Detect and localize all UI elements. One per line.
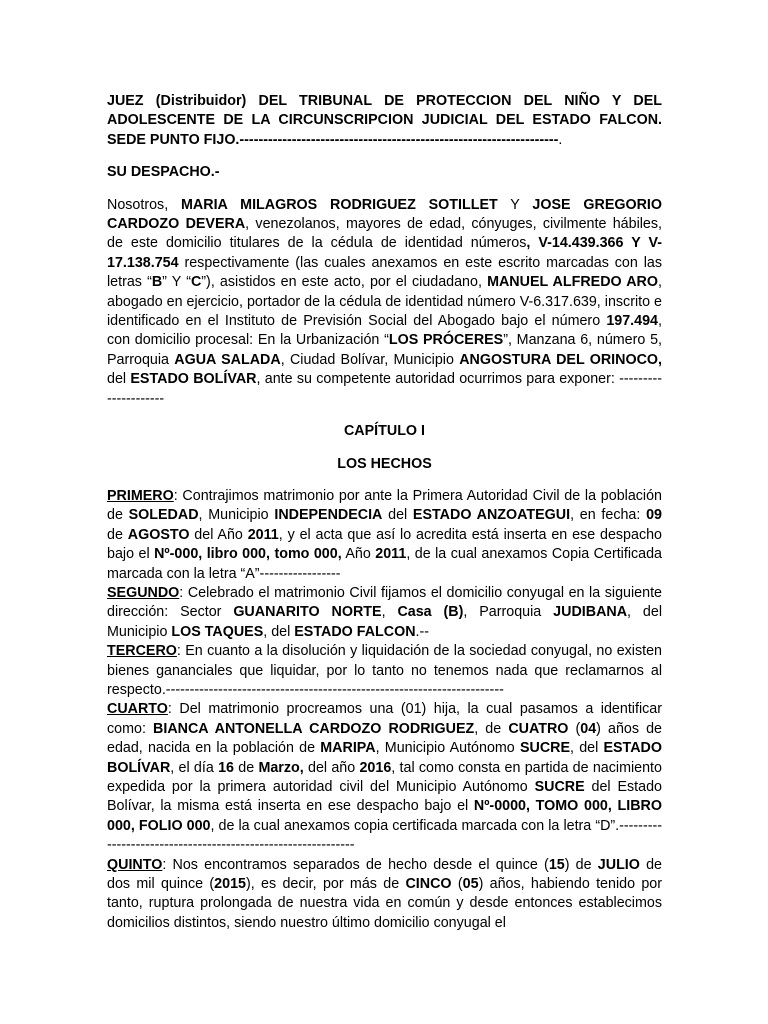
clause-primero: PRIMERO: Contrajimos matrimonio por ante la Primera Autoridad Civil de la población de SOLEDAD, Municipio INDEPENDECIA del ESTADO ANZOATEGUI, en fecha: 09 de AGOSTO del Año 2011, y el acta que así lo acredita está inserta en ese despacho bajo el Nº-000, libro 000, tomo 000, Año 2011, de la cual anexamos Copia Certificada marcada con la letra “A”----------------- <box>107 487 663 582</box>
clause-segundo: SEGUNDO: Celebrado el matrimonio Civil fijamos el domicilio conyugal en la siguiente dirección: Sector GUANARITO NORTE, Casa (B), Parroquia JUDIBANA, del Municipio LOS TAQUES, del ESTADO FALCON.-- <box>107 584 662 640</box>
section-title: LOS HECHOS <box>337 455 432 472</box>
clause-cuarto: CUARTO: Del matrimonio procreamos una (01) hija, la cual pasamos a identificar como: BIANCA ANTONELLA CARDOZO RODRIGUEZ, de CUATRO (04) años de edad, nacida en la población de MARIPA, Municipio Autónomo SUCRE, del ESTADO BOLÍVAR, el día 16 de Marzo, del año 2016, tal como consta en partida de nacimiento expedida por la primera autoridad civil del Municipio Autónomo SUCRE del Estado Bolívar, la misma está inserta en ese despacho bajo el Nº-0000, TOMO 000, LIBRO 000, FOLIO 000, de la cual anexamos copia certificada marcada con la letra “D”.------------------------------------------------------------- <box>107 701 663 854</box>
su-despacho-heading: SU DESPACHO.- <box>107 164 220 181</box>
intro-paragraph: Nosotros, MARIA MILAGROS RODRIGUEZ SOTILLET Y JOSE GREGORIO CARDOZO DEVERA, venezolanos, mayores de edad, cónyuges, civilmente hábiles, de este domicilio titulares de la cédula de identidad números, V-14.439.366 Y V-17.138.754 respectivamente (las cuales anexamos en este escrito marcadas con las letras “B” Y “C”), asistidos en este acto, por el ciudadano, MANUEL ALFREDO ARO, abogado en ejercicio, portador de la cédula de identidad número V-6.317.639, inscrito e identificado en el Instituto de Previsión Social del Abogado bajo el número 197.494, con domicilio procesal: En la Urbanización “LOS PRÓCERES”, Manzana 6, número 5, Parroquia AGUA SALADA, Ciudad Bolívar, Municipio ANGOSTURA DEL ORINOCO, del ESTADO BOLÍVAR, ante su competente autoridad ocurrimos para exponer: --------------------- <box>107 196 663 407</box>
clause-quinto: QUINTO: Nos encontramos separados de hecho desde el quince (15) de JULIO de dos mil quince (2015), es decir, por más de CINCO (05) años, habiendo tenido por tanto, ruptura prolongada de nuestra vida en común y desde entonces establecimos domicilios distintos, siendo nuestro último domicilio conyugal el <box>107 856 663 931</box>
chapter-title: CAPÍTULO I <box>343 423 425 440</box>
addressee-heading: JUEZ (Distribuidor) DEL TRIBUNAL DE PROTECCION DEL NIÑO Y DEL ADOLESCENTE DE LA CIRCUNSCRIPCION JUDICIAL DEL ESTADO FALCON. SEDE PUNTO FIJO.-------------------------------------------------------------------. <box>107 93 662 148</box>
clause-tercero: TERCERO: En cuanto a la disolución y liquidación de la sociedad conyugal, no existen bienes gananciales que liquidar, por lo tanto no tenemos nada que reclamarnos al respecto.----------------------------------------------------------------------- <box>107 643 662 698</box>
